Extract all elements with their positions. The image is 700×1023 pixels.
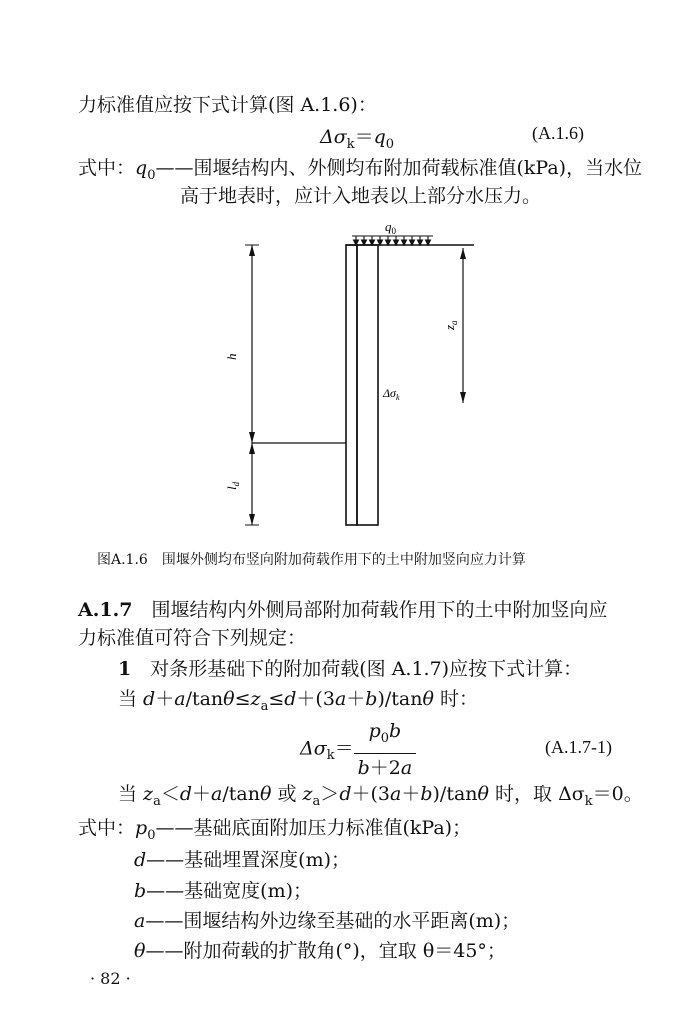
h-label: h <box>224 353 239 360</box>
eq-lhs: Δσ <box>320 126 347 148</box>
definition-a: a——围堰结构外边缘至基础的水平距离(m)； <box>134 910 521 932</box>
figure-caption: 图A.1.6 围堰外侧均布竖向附加荷载作用下的土中附加竖向应力计算 <box>97 552 526 568</box>
definition-theta: θ——附加荷载的扩散角(°)，宜取 θ＝45°； <box>134 940 506 962</box>
equation-number-a16: (A.1.6) <box>532 123 584 143</box>
stress-label: $\Delta\sigma_k$ <box>383 386 400 402</box>
load-label: $q_0$ <box>385 219 396 236</box>
equation-number-a171: (A.1.7-1) <box>545 737 612 757</box>
section-a17-continued: 力标准值可符合下列规定： <box>78 627 307 649</box>
definition-p0: 式中：$p_0——$基础底面附加压力标准值(kPa)； <box>78 817 472 843</box>
intro-line: 力标准值应按下式计算(图 A.1.6)： <box>78 94 377 116</box>
definition-b: b——基础宽度(m)； <box>134 880 313 902</box>
za-label: $z_a$ <box>442 320 459 330</box>
h-bottom-arrow <box>249 432 255 443</box>
retaining-wall <box>346 245 357 525</box>
soil-column <box>357 245 378 525</box>
fraction: $\frac{p_0b}{b+2a}$ <box>354 717 417 782</box>
where-q0: 式中：$q_0——$围堰结构内、外侧均布附加荷载标准值(kPa)，当水位 <box>78 157 643 183</box>
uniform-load-arrows <box>352 236 433 245</box>
equation-a16: $\Delta\sigma_k=q_0$ <box>320 126 395 152</box>
page-number: · 82 · <box>90 969 131 988</box>
item-1: 1 对条形基础下的附加荷载(图 A.1.7)应按下式计算： <box>118 658 583 680</box>
section-a17: A.1.7 围堰结构内外侧局部附加荷载作用下的土中附加竖向应 <box>78 599 608 621</box>
ld-label: $l_d$ <box>224 481 241 490</box>
condition-2: 当 $z_a<d+a$/tanθ 或 $z_a>d+(3a+b)$/tanθ 时，取 $\Delta\sigma_k=0$。 <box>118 783 643 809</box>
section-number: A.1.7 <box>78 599 133 621</box>
condition-1: 当 $d+a/\tan\theta\le z_a\le d+(3a+b)$/tanθ 时： <box>118 688 478 714</box>
equation-a171: $\Delta\sigma_k=$ $\frac{p_0b}{b+2a}$ <box>300 717 416 782</box>
where-q0-continued: 高于地表时，应计入地表以上部分水压力。 <box>180 185 542 207</box>
definition-d: d——基础埋置深度(m)； <box>134 849 351 871</box>
